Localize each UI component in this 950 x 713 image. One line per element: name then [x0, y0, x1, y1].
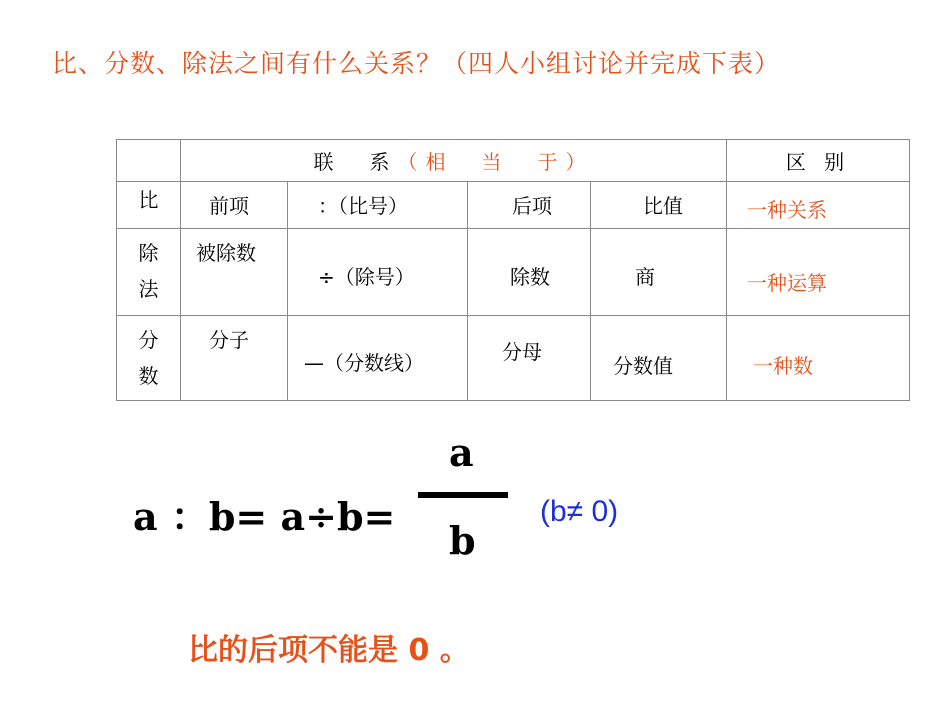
- ratio-back: 后项: [512, 194, 552, 218]
- table-row: [117, 229, 910, 316]
- ratio-op: ：（比号）: [318, 194, 408, 218]
- fraction-bar: [418, 492, 508, 498]
- page-title: 比、分数、除法之间有什么关系？（四人小组讨论并完成下表）: [52, 49, 781, 78]
- header-link: [181, 140, 727, 182]
- fraction-op: —（分数线）: [304, 351, 424, 375]
- header-link-red: （相 当 于）: [397, 150, 594, 174]
- table-row: [117, 316, 910, 401]
- formula-condition: (b≠ 0): [540, 495, 619, 528]
- header-empty-cell: [117, 140, 181, 182]
- fraction-front: 分子: [209, 328, 249, 352]
- conclusion-note: 比的后项不能是 0 。: [188, 633, 470, 668]
- ratio-result: 比值: [643, 194, 683, 218]
- header-diff: 区 别: [727, 140, 910, 182]
- fraction-denominator: b: [449, 518, 476, 563]
- division-back: 除数: [510, 265, 550, 289]
- ratio-front: 前项: [209, 194, 249, 218]
- header-link-main: 联 系: [313, 150, 398, 174]
- division-op: ÷（除号）: [318, 265, 415, 289]
- fraction-diff: 一种数: [753, 354, 813, 378]
- fraction-numerator: a: [449, 430, 474, 475]
- row-label-division: 除法: [117, 229, 181, 316]
- row-label-fraction: 分数: [117, 316, 181, 401]
- comparison-table: [116, 139, 910, 401]
- fraction-result: 分数值: [613, 354, 673, 378]
- ratio-diff: 一种关系: [747, 198, 827, 222]
- row-label-ratio: 比: [117, 182, 181, 229]
- division-front: 被除数: [196, 241, 256, 265]
- division-diff: 一种运算: [747, 271, 827, 295]
- fraction-back: 分母: [502, 340, 542, 364]
- division-result: 商: [635, 265, 655, 289]
- formula-left: a ：b= a÷b=: [133, 494, 396, 539]
- table-row: [117, 182, 910, 229]
- table-header-row: [117, 140, 910, 182]
